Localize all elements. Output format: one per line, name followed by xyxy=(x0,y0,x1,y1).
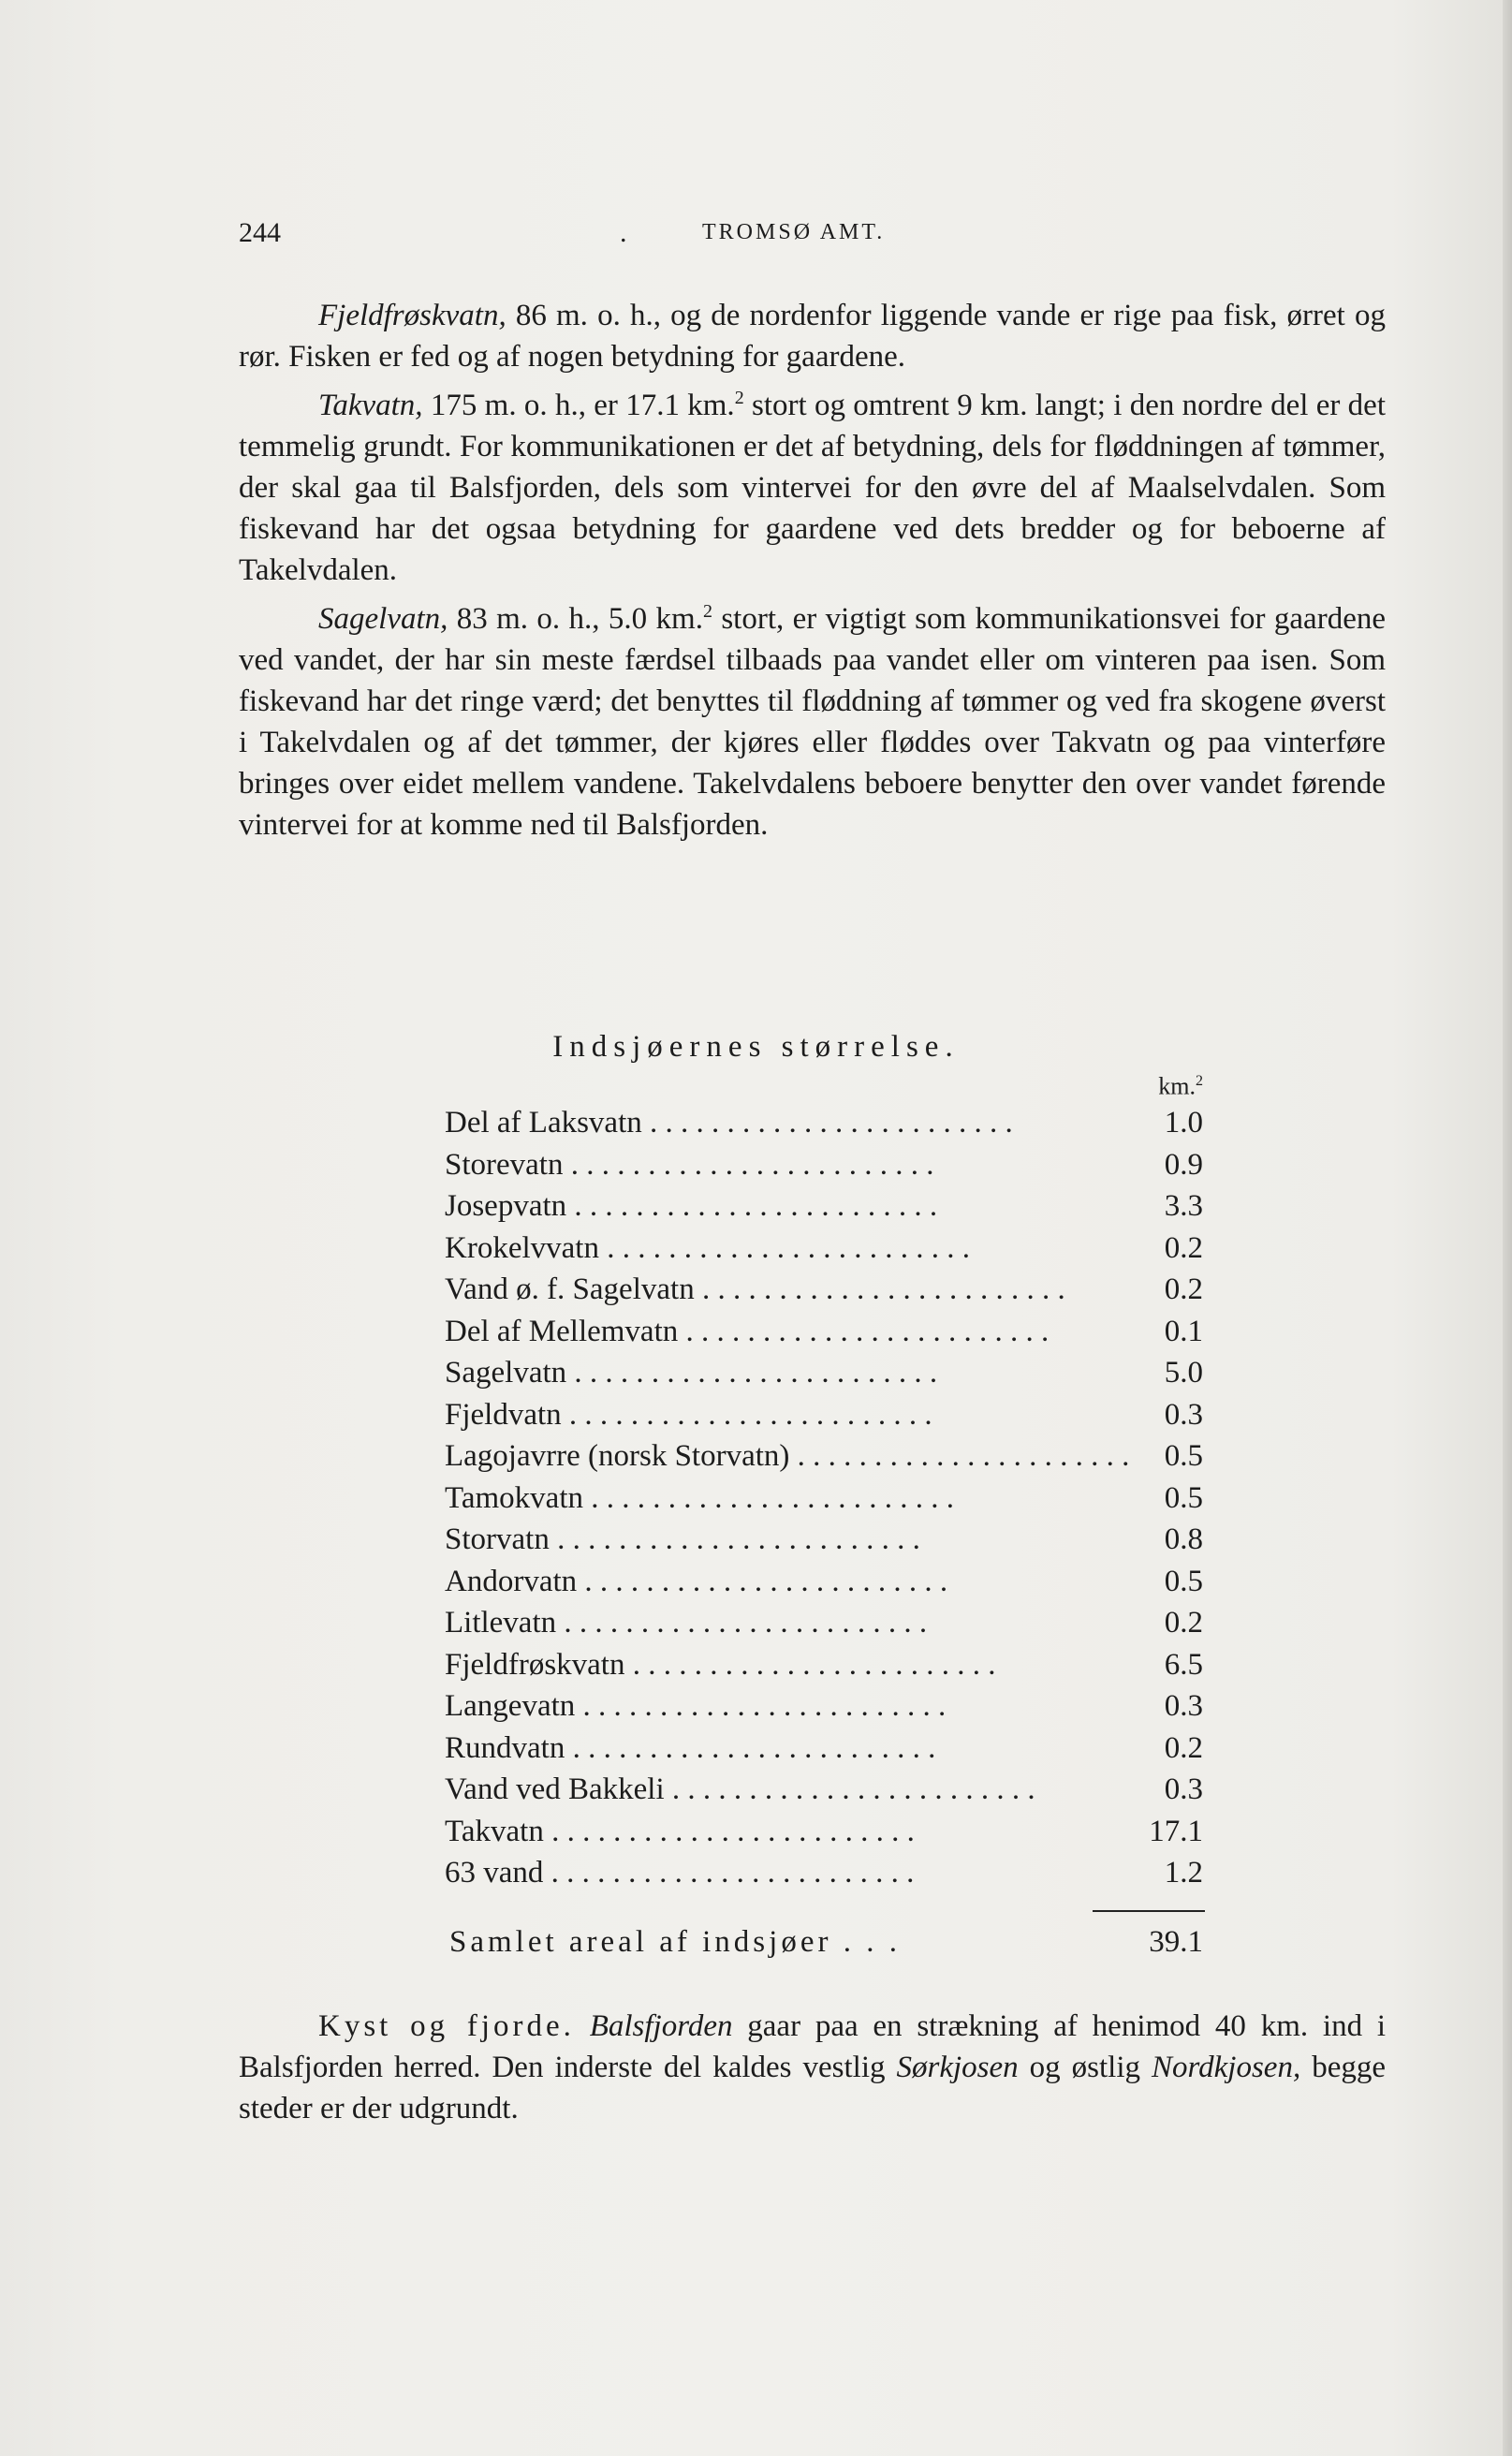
table-row xyxy=(445,1728,1203,1770)
lake-name: Storvatn . . . xyxy=(445,1519,1128,1561)
lake-size-table xyxy=(445,1061,1203,1894)
lake-name: Langevatn . . . xyxy=(445,1685,1128,1728)
lake-name: Sagelvatn, xyxy=(318,602,448,636)
table-row xyxy=(445,1852,1203,1894)
lake-area: 3.3 xyxy=(1164,1189,1203,1223)
paragraph-takvatn: Takvatn, 175 m. o. h., er 17.1 km.$^2$ stort og omtrent 9 km. langt; i den nordre del er det temmelig grundt. For kommunikationen er det af betydning, dels for fløddningen af tømmer, der skal gaa til Balsfjorden, dels som vintervei for den øvre del af Maalselvdalen. Som fiskevand har det ogsaa betydning for gaardene ved dets bredder og for beboerne af Takelvdalen. xyxy=(239,388,1386,587)
lake-area: 1.0 xyxy=(1164,1106,1203,1140)
place-name: Balsfjorden xyxy=(589,2009,733,2043)
lake-name: Josepvatn . . . xyxy=(445,1185,1128,1228)
lake-name: Takvatn, xyxy=(318,389,423,422)
paragraph-fjeldfroskvatn: Fjeldfrøskvatn, 86 m. o. h., og de nordenfor liggende vande er rige paa fisk, ørret og rør. Fisken er fed og af nogen betydning for gaardene. xyxy=(239,299,1386,374)
table-row xyxy=(445,1811,1203,1853)
table-row xyxy=(445,1394,1203,1436)
table-row xyxy=(445,1352,1203,1394)
paragraph-sagelvatn: Sagelvatn, 83 m. o. h., 5.0 km.$^2$ stort, er vigtigt som kommunikationsvei for gaardene ved vandet, der har sin meste færdsel tilbaads paa vandet eller om vinteren paa isen. Som fiskevand har det ringe værd; det benyttes til fløddning af tømmer og ved fra skogene øverst i Takelvdalen og af det tømmer, der kjøres eller fløddes over Takvatn og paa vinterføre bringes over eidet mellem vandene. Takelvdalens beboere benytter den over vandet førende vintervei for at komme ned til Balsfjorden. xyxy=(239,601,1386,842)
coast-section xyxy=(239,2006,1386,2129)
lake-name: Litlevatn . . . xyxy=(445,1602,1128,1644)
lake-name: 63 vand . . . xyxy=(445,1852,1128,1894)
lake-name: Fjeldvatn . . . xyxy=(445,1394,1128,1436)
lake-name: Fjeldfrøskvatn . . . xyxy=(445,1644,1128,1686)
table-row xyxy=(445,1269,1203,1311)
table-row xyxy=(445,1769,1203,1811)
lake-area: 0.2 xyxy=(1164,1730,1203,1765)
lake-area: 5.0 xyxy=(1164,1356,1203,1390)
lake-area: 0.5 xyxy=(1164,1564,1203,1598)
sum-rule xyxy=(1093,1910,1205,1912)
header-separator: . xyxy=(620,217,627,248)
table-row xyxy=(445,1185,1203,1228)
running-head: TROMSØ AMT. xyxy=(702,220,886,244)
table-row xyxy=(445,1311,1203,1353)
lake-name: Storevatn . . . xyxy=(445,1144,1128,1186)
lake-name: Krokelvvatn . . . xyxy=(445,1228,1128,1270)
table-row xyxy=(445,1435,1203,1478)
lake-area: 0.3 xyxy=(1164,1397,1203,1432)
page-edge xyxy=(1503,0,1512,2456)
lake-name: Lagojavrre (norsk Storvatn) . . . xyxy=(445,1435,1128,1478)
table-row xyxy=(445,1144,1203,1186)
lake-area: 0.2 xyxy=(1164,1606,1203,1640)
unit-label: km.$^2$ xyxy=(1158,1072,1203,1100)
lake-name: Del af Laksvatn . . . xyxy=(445,1102,1128,1144)
lake-name: Vand ved Bakkeli . . . xyxy=(445,1769,1128,1811)
lake-name: Fjeldfrøskvatn, xyxy=(318,299,506,332)
lake-area: 0.2 xyxy=(1164,1272,1203,1306)
table-row xyxy=(445,1478,1203,1520)
page-number: 244 xyxy=(239,217,281,248)
table-row xyxy=(445,1644,1203,1686)
paragraph-kyst: Kyst og fjorde. Balsfjorden gaar paa en strækning af henimod 40 km. ind i Balsfjorden herred. Den inderste del kaldes vestlig Sørkjosen og østlig Nordkjosen, begge steder er der udgrundt. xyxy=(239,2009,1387,2125)
table-row xyxy=(445,1602,1203,1644)
total-value: 39.1 xyxy=(1149,1925,1203,1959)
lake-area: 0.3 xyxy=(1164,1772,1203,1806)
lake-name: Andorvatn . . . xyxy=(445,1561,1128,1603)
lake-area: 0.5 xyxy=(1164,1480,1203,1515)
lake-name: Takvatn . . . xyxy=(445,1811,1128,1853)
lake-name: Del af Mellemvatn . . . xyxy=(445,1311,1128,1353)
lake-area: 6.5 xyxy=(1164,1647,1203,1682)
body-text xyxy=(239,295,1386,846)
lake-area: 17.1 xyxy=(1149,1814,1203,1848)
table-title: Indsjøernes størrelse. xyxy=(552,1030,960,1064)
table-row xyxy=(445,1102,1203,1144)
lake-name: Sagelvatn . . . xyxy=(445,1352,1128,1394)
lake-name: Tamokvatn . . . xyxy=(445,1478,1128,1520)
lake-area: 0.2 xyxy=(1164,1230,1203,1265)
place-name: Nordkjosen, xyxy=(1152,2051,1301,2084)
page-header xyxy=(239,217,1381,255)
place-name: Sørkjosen xyxy=(896,2051,1019,2084)
lake-area: 1.2 xyxy=(1164,1856,1203,1890)
table-rows xyxy=(445,1102,1203,1894)
lake-name: Vand ø. f. Sagelvatn . . . xyxy=(445,1269,1128,1311)
total-label: Samlet areal af indsjøer . . . xyxy=(449,1925,901,1959)
table-row xyxy=(445,1561,1203,1603)
lake-area: 0.8 xyxy=(1164,1522,1203,1556)
table-row xyxy=(445,1519,1203,1561)
lake-name: Rundvatn . . . xyxy=(445,1728,1128,1770)
table-row xyxy=(445,1685,1203,1728)
section-heading: Kyst og fjorde. xyxy=(318,2009,575,2043)
total-row xyxy=(449,1921,1203,1963)
lake-area: 0.3 xyxy=(1164,1689,1203,1723)
lake-area: 0.1 xyxy=(1164,1314,1203,1348)
lake-area: 0.9 xyxy=(1164,1147,1203,1182)
lake-area: 0.5 xyxy=(1164,1439,1203,1473)
table-row xyxy=(445,1228,1203,1270)
